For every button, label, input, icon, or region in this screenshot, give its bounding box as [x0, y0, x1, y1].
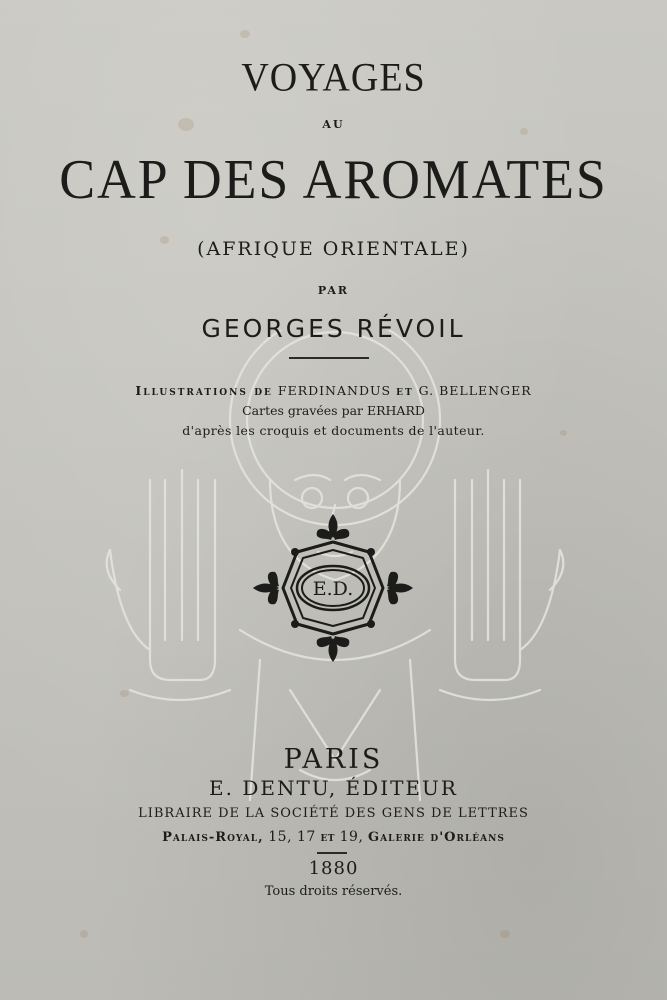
foxing-spot: [240, 30, 250, 38]
maps-credit: [0, 403, 667, 418]
divider-rule: [289, 357, 369, 359]
address-numbers: 15, 17: [268, 829, 316, 845]
emblem-monogram: E.D.: [312, 578, 354, 600]
illustrator-2: G. BELLENGER: [418, 383, 532, 398]
illustrations-prefix: Illustrations de: [135, 383, 273, 398]
imprint-rights: Tous droits réservés.: [264, 884, 403, 899]
address-and: et: [320, 830, 335, 845]
foxing-spot: [80, 930, 88, 938]
imprint-address: [0, 829, 667, 845]
subtitle: (AFRIQUE ORIENTALE): [197, 238, 470, 260]
imprint-publisher: E. DENTU, ÉDITEUR: [209, 776, 458, 800]
foxing-spot: [500, 930, 510, 938]
imprint-bookseller: LIBRAIRE DE LA SOCIÉTÉ DES GENS DE LETTRES: [138, 806, 529, 821]
imprint-city: PARIS: [283, 744, 384, 775]
title-line-2: CAP DES AROMATES: [59, 149, 608, 211]
imprint-year: 1880: [308, 858, 359, 879]
credit-conjunction: et: [396, 383, 414, 398]
address-gallery: Galerie d'Orléans: [368, 830, 505, 845]
address-number-last: 19,: [339, 829, 364, 845]
title-line-1: VOYAGES: [241, 55, 426, 101]
address-prefix: Palais-Royal,: [162, 830, 264, 845]
imprint-rule: [317, 852, 347, 854]
publisher-emblem: [251, 512, 415, 664]
author-name: GEORGES RÉVOIL: [201, 314, 466, 343]
maps-prefix: Cartes gravées par: [242, 403, 363, 418]
sources-credit: d'après les croquis et documents de l'auteur.: [182, 423, 485, 438]
byline-par: PAR: [317, 284, 350, 297]
engraver: ERHARD: [366, 403, 425, 418]
illustrator-1: FERDINANDUS: [277, 383, 392, 398]
title-connector: AU: [322, 118, 345, 131]
illustrations-credit: [0, 383, 667, 398]
